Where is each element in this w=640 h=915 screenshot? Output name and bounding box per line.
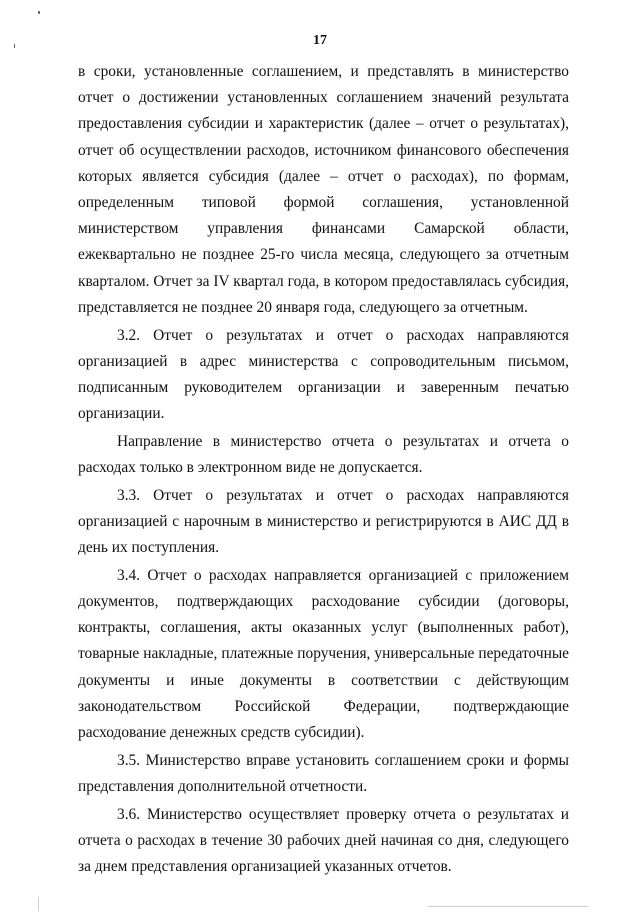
paragraph-continuation: в сроки, установленные соглашением, и представлять в министерство отчет о достижении установленных соглашением значений результата предоставления субсидии и характеристик (далее – отчет о результатах), отчет об осуществлении расходов, источником финансового обеспечения которых является субсидия (далее – отчет о расходах), по формам, определенным типовой формой соглашения, установленной министерством управления финансами Самарской области, ежеквартально не позднее 25-го числа месяца, следующего за отчетным кварталом. Отчет за IV квартал года, в котором предоставлялась субсидия, представляется не позднее 20 января года, следующего за отчетным. [78,63,569,316]
paragraph-3-3: 3.3. Отчет о результатах и отчет о расходах направляются организацией с нарочным в министерство и регистрируются в АИС ДД в день их поступления. [78,486,569,557]
paragraph-3-5: 3.5. Министерство вправе установить соглашением сроки и формы представления дополнительной отчетности. [78,751,569,795]
paragraph-electronic-submission: Направление в министерство отчета о результатах и отчета о расходах только в электронном виде не допускается. [78,432,569,477]
scan-speck [14,44,15,48]
scan-artifact-line [428,906,588,907]
paragraph-3-4: 3.4. Отчет о расходах направляется организацией с приложением документов, подтверждающих расходование субсидии (договоры, контракты, соглашения, акты оказанных услуг (выполненных работ), товарные накладные, платежные поручения, универсальные передаточные документы и иные документы в соответствии с действующим законодательством Российской Федерации, подтверждающие расходование денежных средств субсидии). [78,566,569,742]
paragraph-3-6: 3.6. Министерство осуществляет проверку отчета о результатах и отчета о расходах в течение 30 рабочих дней начиная со дня, следующего за днем представления организацией указанных отчетов. [78,805,569,876]
page-number: 17 [313,33,327,48]
document-body [78,59,569,880]
scan-artifact-line [38,897,39,911]
paragraph-3-2: 3.2. Отчет о результатах и отчет о расходах направляются организацией в адрес министерства с сопроводительным письмом, подписанным руководителем организации и заверенным печатью организации. [78,326,569,423]
scan-speck [38,11,40,14]
